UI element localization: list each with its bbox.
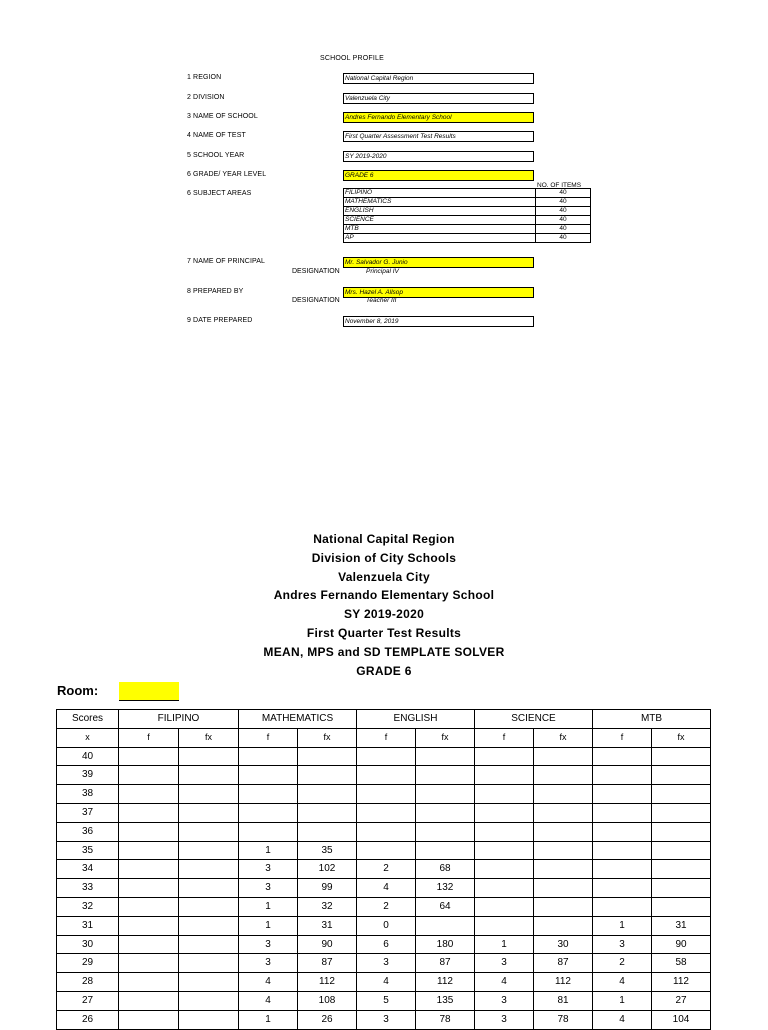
fx-header: fx (652, 728, 711, 747)
score-cell: 29 (57, 954, 119, 973)
frequency-cell[interactable] (239, 747, 298, 766)
frequency-cell[interactable] (119, 879, 179, 898)
fx-cell[interactable] (416, 803, 475, 822)
frequency-cell[interactable]: 2 (357, 860, 416, 879)
table-row (57, 935, 711, 954)
score-cell: 39 (57, 766, 119, 785)
frequency-cell[interactable]: 4 (239, 991, 298, 1010)
table-row (57, 973, 711, 992)
subject-name[interactable]: MTB (344, 225, 536, 234)
frequency-cell[interactable] (475, 785, 534, 804)
fx-cell[interactable] (179, 935, 239, 954)
frequency-cell[interactable] (357, 822, 416, 841)
prepared-by-label: 8 PREPARED BY (187, 288, 244, 295)
school-name-label: 3 NAME OF SCHOOL (187, 113, 258, 120)
region-label: 1 REGION (187, 74, 222, 81)
score-cell: 38 (57, 785, 119, 804)
f-header: f (357, 728, 416, 747)
subject-header-english: ENGLISH (357, 710, 475, 729)
fx-cell[interactable] (179, 991, 239, 1010)
grade-level-label: 6 GRADE/ YEAR LEVEL (187, 171, 267, 178)
score-cell: 36 (57, 822, 119, 841)
region-field[interactable]: National Capital Region (343, 73, 534, 84)
table-row (57, 916, 711, 935)
frequency-cell[interactable] (119, 991, 179, 1010)
fx-cell[interactable] (179, 785, 239, 804)
fx-cell[interactable]: 180 (416, 935, 475, 954)
score-cell: 40 (57, 747, 119, 766)
fx-cell[interactable] (534, 822, 593, 841)
header-school: Andres Fernando Elementary School (273, 588, 495, 603)
fx-cell[interactable] (298, 747, 357, 766)
frequency-cell[interactable] (119, 841, 179, 860)
score-cell: 28 (57, 973, 119, 992)
f-header: f (239, 728, 298, 747)
frequency-cell[interactable] (475, 803, 534, 822)
frequency-cell[interactable]: 5 (357, 991, 416, 1010)
principal-designation-label: DESIGNATION (292, 268, 340, 275)
table-row (57, 860, 711, 879)
fx-cell[interactable] (179, 1010, 239, 1029)
fx-cell[interactable]: 87 (416, 954, 475, 973)
score-cell: 26 (57, 1010, 119, 1029)
principal-designation: Principal IV (366, 268, 399, 275)
test-name-field[interactable]: First Quarter Assessment Test Results (343, 131, 534, 142)
fx-cell[interactable] (534, 916, 593, 935)
subject-items[interactable]: 40 (536, 216, 591, 225)
frequency-cell[interactable]: 2 (357, 897, 416, 916)
prepared-by-field[interactable]: Mrs. Hazel A. Allsop (343, 287, 534, 298)
f-header: f (593, 728, 652, 747)
subject-header-mtb: MTB (593, 710, 711, 729)
score-cell: 27 (57, 991, 119, 1010)
fx-cell[interactable] (652, 803, 711, 822)
fx-cell[interactable]: 81 (534, 991, 593, 1010)
fx-cell[interactable]: 112 (298, 973, 357, 992)
header-grade: GRADE 6 (356, 663, 412, 678)
fx-cell[interactable]: 90 (652, 935, 711, 954)
subject-items[interactable]: 40 (536, 234, 591, 243)
frequency-cell[interactable]: 3 (239, 935, 298, 954)
school-year-label: 5 SCHOOL YEAR (187, 152, 245, 159)
fx-cell[interactable]: 78 (416, 1010, 475, 1029)
fx-cell[interactable]: 32 (298, 897, 357, 916)
school-year-field[interactable]: SY 2019-2020 (343, 151, 534, 162)
fx-cell[interactable] (179, 822, 239, 841)
fx-cell[interactable] (652, 785, 711, 804)
prepared-designation: Teacher III (366, 297, 397, 304)
frequency-cell[interactable]: 1 (239, 841, 298, 860)
fx-header: fx (416, 728, 475, 747)
frequency-cell[interactable]: 4 (475, 973, 534, 992)
subject-name[interactable]: AP (344, 234, 536, 243)
table-row (57, 954, 711, 973)
subject-header-science: SCIENCE (475, 710, 593, 729)
frequency-cell[interactable]: 1 (239, 1010, 298, 1029)
f-header: f (119, 728, 179, 747)
subject-items[interactable]: 40 (536, 198, 591, 207)
frequency-cell[interactable] (475, 879, 534, 898)
frequency-cell[interactable]: 3 (475, 1010, 534, 1029)
fx-cell[interactable] (652, 841, 711, 860)
room-label: Room: (57, 683, 99, 698)
fx-cell[interactable]: 87 (534, 954, 593, 973)
fx-cell[interactable]: 112 (534, 973, 593, 992)
frequency-cell[interactable] (119, 897, 179, 916)
table-row (57, 822, 711, 841)
score-cell: 34 (57, 860, 119, 879)
frequency-cell[interactable] (119, 860, 179, 879)
results-header (0, 530, 768, 680)
fx-cell[interactable] (298, 803, 357, 822)
frequency-cell[interactable]: 4 (593, 973, 652, 992)
table-row (57, 1010, 711, 1029)
fx-cell[interactable]: 87 (298, 954, 357, 973)
fx-cell[interactable]: 112 (652, 973, 711, 992)
frequency-cell[interactable]: 3 (239, 879, 298, 898)
fx-cell[interactable] (179, 879, 239, 898)
fx-cell[interactable]: 90 (298, 935, 357, 954)
frequency-cell[interactable] (119, 766, 179, 785)
school-profile (0, 0, 768, 340)
frequency-cell[interactable] (239, 803, 298, 822)
profile-title: SCHOOL PROFILE (320, 55, 384, 62)
fx-cell[interactable] (179, 954, 239, 973)
subject-header-mathematics: MATHEMATICS (239, 710, 357, 729)
fx-cell[interactable] (534, 803, 593, 822)
fx-cell[interactable] (179, 747, 239, 766)
fx-cell[interactable]: 30 (534, 935, 593, 954)
test-name-label: 4 NAME OF TEST (187, 132, 246, 139)
fx-cell[interactable] (534, 766, 593, 785)
subject-areas-label: 6 SUBJECT AREAS (187, 190, 252, 197)
frequency-cell[interactable]: 4 (357, 879, 416, 898)
frequency-table (56, 709, 711, 1030)
fx-cell[interactable]: 35 (298, 841, 357, 860)
fx-cell[interactable]: 68 (416, 860, 475, 879)
fx-cell[interactable] (652, 860, 711, 879)
frequency-cell[interactable] (119, 785, 179, 804)
frequency-cell[interactable]: 4 (239, 973, 298, 992)
scores-header: Scores (57, 710, 119, 729)
frequency-cell[interactable] (357, 785, 416, 804)
room-field[interactable] (119, 682, 179, 701)
frequency-cell[interactable]: 1 (475, 935, 534, 954)
prepared-designation-label: DESIGNATION (292, 297, 340, 304)
division-field[interactable]: Valenzuela City (343, 93, 534, 104)
subject-header-filipino: FILIPINO (119, 710, 239, 729)
frequency-cell[interactable] (357, 766, 416, 785)
subject-row (344, 207, 591, 216)
frequency-cell[interactable] (119, 935, 179, 954)
principal-label: 7 NAME OF PRINCIPAL (187, 258, 266, 265)
fx-cell[interactable] (534, 747, 593, 766)
fx-cell[interactable]: 58 (652, 954, 711, 973)
subject-name[interactable]: ENGLISH (344, 207, 536, 216)
fx-cell[interactable] (534, 897, 593, 916)
frequency-cell[interactable]: 2 (593, 954, 652, 973)
x-header: x (57, 728, 119, 747)
subject-name[interactable]: FILIPINO (344, 189, 536, 198)
header-city: Valenzuela City (338, 569, 430, 584)
fx-cell[interactable]: 27 (652, 991, 711, 1010)
frequency-cell[interactable]: 3 (357, 1010, 416, 1029)
frequency-cell[interactable] (593, 897, 652, 916)
fx-cell[interactable] (416, 785, 475, 804)
frequency-cell[interactable]: 3 (475, 954, 534, 973)
frequency-cell[interactable] (475, 747, 534, 766)
frequency-cell[interactable]: 1 (593, 991, 652, 1010)
fx-cell[interactable] (416, 747, 475, 766)
fx-cell[interactable]: 64 (416, 897, 475, 916)
fx-cell[interactable] (534, 860, 593, 879)
frequency-cell[interactable] (239, 822, 298, 841)
frequency-cell[interactable]: 3 (475, 991, 534, 1010)
frequency-cell[interactable] (357, 803, 416, 822)
frequency-cell[interactable] (357, 747, 416, 766)
table-row (57, 991, 711, 1010)
fx-cell[interactable] (298, 766, 357, 785)
frequency-cell[interactable] (475, 766, 534, 785)
table-row (57, 747, 711, 766)
frequency-cell[interactable] (475, 860, 534, 879)
date-prepared-label: 9 DATE PREPARED (187, 317, 253, 324)
frequency-cell[interactable]: 4 (593, 1010, 652, 1029)
header-test: First Quarter Test Results (306, 625, 462, 640)
fx-cell[interactable] (652, 879, 711, 898)
fx-cell[interactable] (652, 747, 711, 766)
header-division: Division of City Schools (311, 550, 457, 565)
fx-cell[interactable] (534, 785, 593, 804)
fx-cell[interactable]: 112 (416, 973, 475, 992)
fx-cell[interactable] (179, 916, 239, 935)
fx-cell[interactable] (298, 785, 357, 804)
fx-cell[interactable] (534, 841, 593, 860)
frequency-cell[interactable] (119, 916, 179, 935)
frequency-cell[interactable] (475, 841, 534, 860)
subject-items[interactable]: 40 (536, 225, 591, 234)
fx-cell[interactable] (179, 860, 239, 879)
frequency-cell[interactable]: 3 (239, 860, 298, 879)
subject-items[interactable]: 40 (536, 189, 591, 198)
fx-cell[interactable]: 135 (416, 991, 475, 1010)
fx-cell[interactable] (652, 897, 711, 916)
frequency-cell[interactable]: 3 (239, 954, 298, 973)
table-row (57, 841, 711, 860)
frequency-cell[interactable] (239, 766, 298, 785)
frequency-cell[interactable] (119, 973, 179, 992)
fx-cell[interactable] (416, 766, 475, 785)
subject-row (344, 225, 591, 234)
frequency-cell[interactable] (593, 841, 652, 860)
score-cell: 37 (57, 803, 119, 822)
fx-cell[interactable] (179, 841, 239, 860)
items-header: NO. OF ITEMS (537, 182, 582, 189)
fx-cell[interactable] (652, 822, 711, 841)
subject-items[interactable]: 40 (536, 207, 591, 216)
fx-cell[interactable] (179, 897, 239, 916)
frequency-cell[interactable] (593, 766, 652, 785)
frequency-cell[interactable]: 0 (357, 916, 416, 935)
frequency-cell[interactable]: 3 (593, 935, 652, 954)
frequency-cell[interactable]: 1 (239, 916, 298, 935)
fx-header: fx (298, 728, 357, 747)
f-header: f (475, 728, 534, 747)
frequency-cell[interactable] (593, 860, 652, 879)
fx-cell[interactable] (416, 916, 475, 935)
subject-row (344, 198, 591, 207)
fx-cell[interactable]: 31 (298, 916, 357, 935)
fx-cell[interactable]: 102 (298, 860, 357, 879)
fx-header: fx (179, 728, 239, 747)
frequency-cell[interactable] (593, 822, 652, 841)
frequency-cell[interactable] (119, 1010, 179, 1029)
frequency-cell[interactable] (119, 803, 179, 822)
score-cell: 30 (57, 935, 119, 954)
subject-name[interactable]: MATHEMATICS (344, 198, 536, 207)
frequency-cell[interactable] (119, 747, 179, 766)
fx-cell[interactable] (534, 879, 593, 898)
frequency-cell[interactable] (593, 879, 652, 898)
header-region: National Capital Region (313, 532, 455, 546)
fx-cell[interactable] (179, 973, 239, 992)
frequency-cell[interactable]: 6 (357, 935, 416, 954)
fx-cell[interactable] (416, 822, 475, 841)
score-cell: 32 (57, 897, 119, 916)
frequency-cell[interactable]: 1 (593, 916, 652, 935)
fx-cell[interactable] (179, 766, 239, 785)
frequency-cell[interactable]: 4 (357, 973, 416, 992)
principal-field[interactable]: Mr. Salvador G. Junio (343, 257, 534, 268)
frequency-cell[interactable] (475, 916, 534, 935)
table-row (57, 803, 711, 822)
frequency-cell[interactable] (593, 785, 652, 804)
frequency-cell[interactable] (593, 803, 652, 822)
column-header-row (57, 728, 711, 747)
table-row (57, 785, 711, 804)
school-name-field[interactable]: Andres Fernando Elementary School (343, 112, 534, 123)
fx-cell[interactable]: 78 (534, 1010, 593, 1029)
table-row (57, 766, 711, 785)
frequency-cell[interactable] (475, 822, 534, 841)
frequency-cell[interactable]: 1 (239, 897, 298, 916)
frequency-cell[interactable] (357, 841, 416, 860)
frequency-cell[interactable] (119, 822, 179, 841)
subjects-table (343, 188, 591, 243)
frequency-cell[interactable]: 3 (357, 954, 416, 973)
fx-cell[interactable]: 31 (652, 916, 711, 935)
score-cell: 31 (57, 916, 119, 935)
frequency-cell[interactable] (119, 954, 179, 973)
score-cell: 33 (57, 879, 119, 898)
header-template: MEAN, MPS and SD TEMPLATE SOLVER (263, 644, 505, 659)
subject-name[interactable]: SCIENCE (344, 216, 536, 225)
subject-row (344, 189, 591, 198)
subject-row (344, 216, 591, 225)
subject-header-row (57, 710, 711, 729)
frequency-cell[interactable] (475, 897, 534, 916)
header-school-year: SY 2019-2020 (343, 607, 425, 622)
fx-cell[interactable] (298, 822, 357, 841)
frequency-cell[interactable] (593, 747, 652, 766)
fx-cell[interactable] (652, 766, 711, 785)
fx-cell[interactable]: 108 (298, 991, 357, 1010)
date-prepared-field[interactable]: November 8, 2019 (343, 316, 534, 327)
table-row (57, 879, 711, 898)
fx-header: fx (534, 728, 593, 747)
fx-cell[interactable]: 99 (298, 879, 357, 898)
table-row (57, 897, 711, 916)
grade-level-field[interactable]: GRADE 6 (343, 170, 534, 181)
fx-cell[interactable]: 104 (652, 1010, 711, 1029)
frequency-cell[interactable] (239, 785, 298, 804)
fx-cell[interactable] (416, 841, 475, 860)
subject-row (344, 234, 591, 243)
fx-cell[interactable] (179, 803, 239, 822)
fx-cell[interactable]: 132 (416, 879, 475, 898)
division-label: 2 DIVISION (187, 94, 225, 101)
score-cell: 35 (57, 841, 119, 860)
fx-cell[interactable]: 26 (298, 1010, 357, 1029)
